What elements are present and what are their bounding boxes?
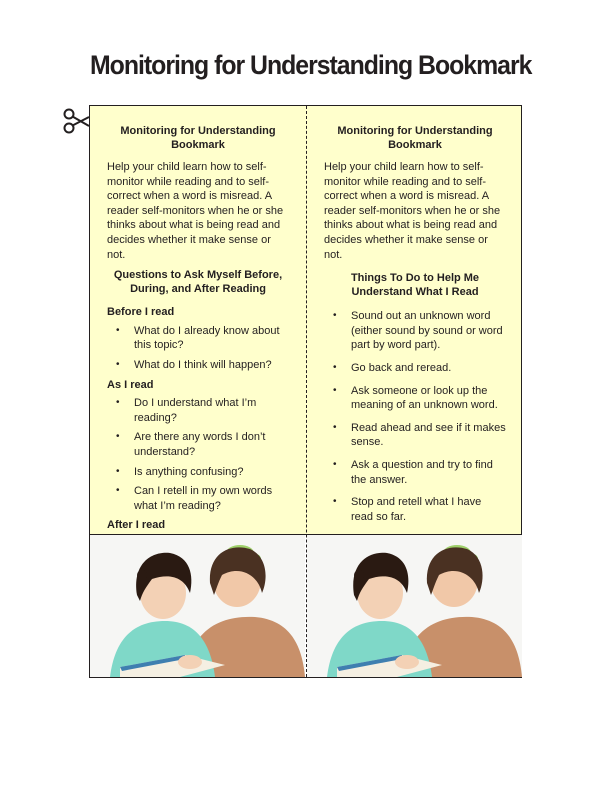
list-item: • Read ahead and see if it makes sense. xyxy=(333,421,506,449)
list-item: • Do I understand what I’m reading? xyxy=(116,397,257,424)
list-item: • What do I already know about this topic? xyxy=(116,324,280,352)
list-item: • Sound out an unknown word (either sound by sound or word part by word part). xyxy=(333,310,503,352)
page-title: Monitoring for Understanding Bookmark xyxy=(90,50,532,80)
reading-photo-right xyxy=(307,535,522,677)
bullet-icon: • xyxy=(116,397,120,409)
left-bookmark xyxy=(107,106,289,556)
bookmark-sheet xyxy=(89,105,522,678)
list-item: • Stop and retell what I have read so far. xyxy=(333,496,482,523)
section-during xyxy=(107,378,289,514)
bullet-icon: • xyxy=(116,358,120,370)
bullet-icon: • xyxy=(333,496,337,508)
section-heading: After I read xyxy=(107,519,166,532)
list-item: • Go back and reread. xyxy=(333,361,452,374)
bullet-icon: • xyxy=(116,485,120,497)
reading-photo-left xyxy=(90,535,305,677)
left-card-subtitle: Questions to Ask Myself Before, During, and After Reading xyxy=(113,269,283,296)
right-card-subtitle: Things To Do to Help Me Understand What I Read xyxy=(350,272,480,299)
right-card-title: Monitoring for Understanding Bookmark xyxy=(337,125,493,151)
bullet-icon: • xyxy=(116,465,120,477)
bullet-icon: • xyxy=(333,458,337,470)
cut-line xyxy=(306,106,307,677)
section-heading: As I read xyxy=(107,378,154,391)
scissors-icon xyxy=(62,106,90,140)
right-bookmark xyxy=(324,106,506,532)
list-item: • Ask a question and try to find the answer. xyxy=(333,458,493,486)
left-card-intro: Help your child learn how to self-monitor while reading and to self-correct when a word is misread. A reader self-monitors when he or she thinks about what is being read and decides whether it make sense or not. xyxy=(107,161,284,261)
bullet-icon: • xyxy=(333,421,337,433)
bullet-icon: • xyxy=(333,384,337,396)
left-card-title: Monitoring for Understanding Bookmark xyxy=(120,125,276,151)
list-item: • Are there any words I don’t understand? xyxy=(116,431,266,458)
list-item: • Ask someone or look up the meaning of an unknown word. xyxy=(333,384,498,412)
bullet-icon: • xyxy=(333,361,337,373)
list-item: • Can I retell in my own words what I’m reading? xyxy=(116,485,273,512)
list-item: • What do I think will happen? xyxy=(116,358,272,371)
section-heading: Before I read xyxy=(107,306,175,319)
list-item: • Is anything confusing? xyxy=(116,465,244,478)
right-card-intro: Help your child learn how to self-monitor while reading and to self-correct when a word is misread. A reader self-monitors when he or she thinks about what is being read and decides whether it make sense or not. xyxy=(324,161,501,261)
section-before xyxy=(107,305,289,372)
bullet-icon: • xyxy=(333,310,337,322)
bullet-icon: • xyxy=(116,431,120,443)
bullet-icon: • xyxy=(116,324,120,336)
